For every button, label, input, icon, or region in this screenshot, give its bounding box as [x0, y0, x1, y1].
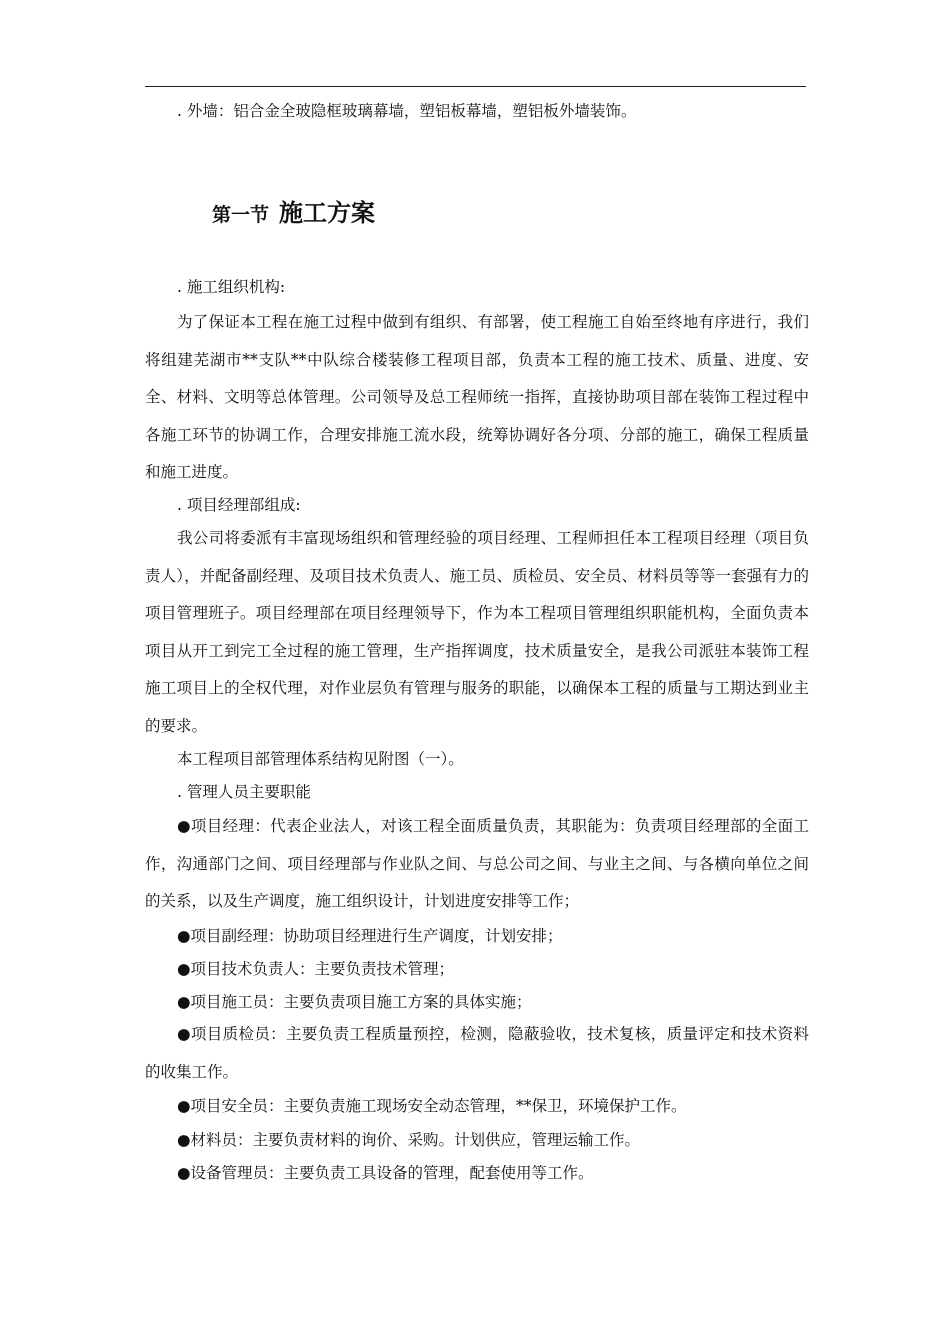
duty-safety-officer: ●项目安全员：主要负责施工现场安全动态管理，**保卫，环境保护工作。 [177, 1097, 687, 1115]
duty-deputy-manager: ●项目副经理：协助项目经理进行生产调度，计划安排； [177, 927, 563, 945]
section-heading [212, 196, 375, 232]
duty-tech-lead: ●项目技术负责人：主要负责技术管理； [177, 960, 455, 978]
duties-heading: . 管理人员主要职能 [177, 783, 311, 801]
duty-project-manager: ●项目经理：代表企业法人，对该工程全面质量负责，其职能为：负责项目经理部的全面工作，沟通部门之间、项目经理部与作业队之间、与总公司之间、与业主之间、与各横向单位之间的关系，以及生产调度，施工组织设计，计划进度安排等工作； [145, 817, 809, 910]
section-title: 施工方案 [279, 199, 376, 227]
structure-note: 本工程项目部管理体系结构见附图（一）。 [177, 750, 464, 768]
section-number: 第一节 [212, 204, 270, 226]
header-rule [145, 86, 806, 87]
duty-quality-inspector: ●项目质检员：主要负责工程质量预控，检测，隐蔽验收，技术复核，质量评定和技术资料的收集工作。 [145, 1025, 809, 1081]
dept-paragraph: 我公司将委派有丰富现场组织和管理经验的项目经理、工程师担任本工程项目经理（项目负责人），并配备副经理、及项目技术负责人、施工员、质检员、安全员、材料员等等一套强有力的项目管理班子。项目经理部在项目经理领导下，作为本工程项目管理组织职能机构，全面负责本项目从开工到完工全过程的施工管理，生产指挥调度，技术质量安全，是我公司派驻本装饰工程施工项目上的全权代理，对作业层负有管理与服务的职能，以确保本工程的质量与工期达到业主的要求。 [145, 529, 809, 735]
org-heading: . 施工组织机构: [177, 278, 286, 296]
duty-builder: ●项目施工员：主要负责项目施工方案的具体实施； [177, 993, 532, 1011]
duty-material-officer: ●材料员：主要负责材料的询价、采购。计划供应，管理运输工作。 [177, 1131, 641, 1149]
dept-heading: . 项目经理部组成: [177, 496, 301, 514]
org-paragraph: 为了保证本工程在施工过程中做到有组织、有部署，使工程施工自始至终地有序进行，我们将组建芜湖市**支队**中队综合楼装修工程项目部，负责本工程的施工技术、质量、进度、安全、材料、文明等总体管理。公司领导及总工程师统一指挥，直接协助项目部在装饰工程过程中各施工环节的协调工作，合理安排施工流水段，统筹协调好各分项、分部的施工，确保工程质量和施工进度。 [145, 313, 809, 481]
exterior-wall-line: . 外墙：铝合金全玻隐框玻璃幕墙，塑铝板幕墙，塑铝板外墙装饰。 [177, 102, 637, 120]
duty-equipment-manager: ●设备管理员：主要负责工具设备的管理，配套使用等工作。 [177, 1164, 594, 1182]
